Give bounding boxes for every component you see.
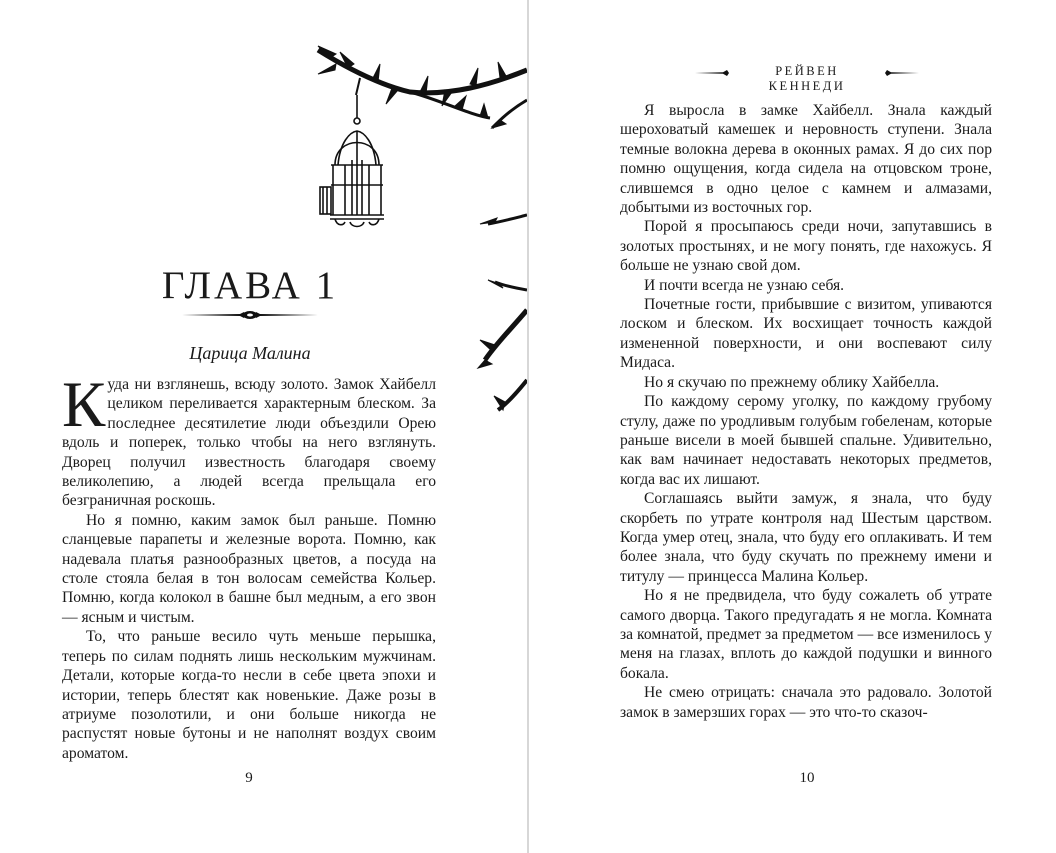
left-page [0, 0, 527, 853]
paragraph: Не смею отрицать: сначала это радовало. Золотой замок в замерзших горах — это что-то сказоч- [620, 684, 992, 721]
paragraph: То, что раньше весило чуть меньше перышка, теперь по силам поднять лишь нескольким мужчинам. Детали, которые когда-то несли в себе цвета эпохи и истории, теперь блестят как новенькие. Даже розы в атриуме позолотили, и они больше никогда не распустят новые бутоны и не наполнят воздух своим ароматом. [62, 628, 436, 762]
drop-cap: К [62, 369, 106, 441]
right-page [529, 0, 1056, 853]
paragraph: Но я не предвидела, что буду сожалеть об утрате самого дворца. Такого предугадать я не могла. Комната за комнатой, предмет за предметом — все изменилось у меня на глазах, вплоть до каждой подушки и винного бокала. [620, 587, 992, 682]
paragraph: И почти всегда не узнаю себя. [644, 276, 845, 294]
paragraph: Почетные гости, прибывшие с визитом, упиваются лоском и блеском. Их восхищает точность каждой измененной поверхности, и они воспевают силу Мидаса. [620, 296, 992, 372]
chapter-title: ГЛАВА 1 [161, 264, 339, 307]
paragraph: Соглашаясь выйти замуж, я знала, что буду скорбеть по утрате контроля над Шестым царством. Когда умер отец, знала, что буду его оплакивать. И тем более знала, что буду скучать по прежнему имени и титулу — принцесса Малина Кольер. [620, 490, 992, 585]
running-head-right-ornament [883, 68, 919, 78]
paragraph: Но я помню, каким замок был раньше. Помню сланцевые парапеты и железные ворота. Помню, как надевала платья разнообразных цветов, а посуда на столе стояла белая в тон волосам семейства Кольер. Помню, когда колокол в башне был медным, а его звон — ясным и чистым. [62, 511, 436, 626]
paragraph-with-drop-cap [62, 369, 436, 511]
paragraph: Но я скучаю по прежнему облику Хайбелла. [644, 373, 940, 391]
chapter-title-ornament [182, 309, 318, 321]
paragraph: Я выросла в замке Хайбелл. Знала каждый шероховатый камешек и неровность ступени. Знала темные волокна дерева в оконных рамах. Я до сих пор помню ощущения, когда сидела на отцовском троне, слившемся в одно целое с камнем и алмазами, добытыми из восточных гор. [620, 102, 992, 217]
right-page-body [620, 101, 992, 722]
page-number: 9 [245, 770, 253, 786]
running-head [695, 64, 919, 93]
left-page-body [62, 369, 436, 763]
paragraph: По каждому серому уголку, по каждому грубому стулу, даже по уродливым голубым гобеленам, которые раньше висели в моей бывшей спальне. Удивительно, как вам начинает недоставать некоторых предметов, когда вас их лишают. [620, 393, 992, 488]
chapter-subtitle: Царица Малина [189, 343, 311, 363]
running-head-left-ornament [695, 68, 731, 78]
paragraph-text: уда ни взглянешь, всюду золото. Замок Хайбелл целиком переливается характерным блеском. За последнее десятилетие люди объездили Орею вдоль и поперек, только чтобы на него взглянуть. Дворец получил известность благодаря своему великолепию, а людей всегда прельщала его безграничная роскошь. [62, 376, 436, 510]
paragraph: Порой я просыпаюсь среди ночи, запутавшись в золотых простынях, и не могу понять, где нахожусь. Я больше не узнаю свой дом. [620, 218, 992, 275]
page-number: 10 [799, 770, 815, 786]
running-head-author: РЕЙВЕН КЕННЕДИ [768, 64, 846, 93]
